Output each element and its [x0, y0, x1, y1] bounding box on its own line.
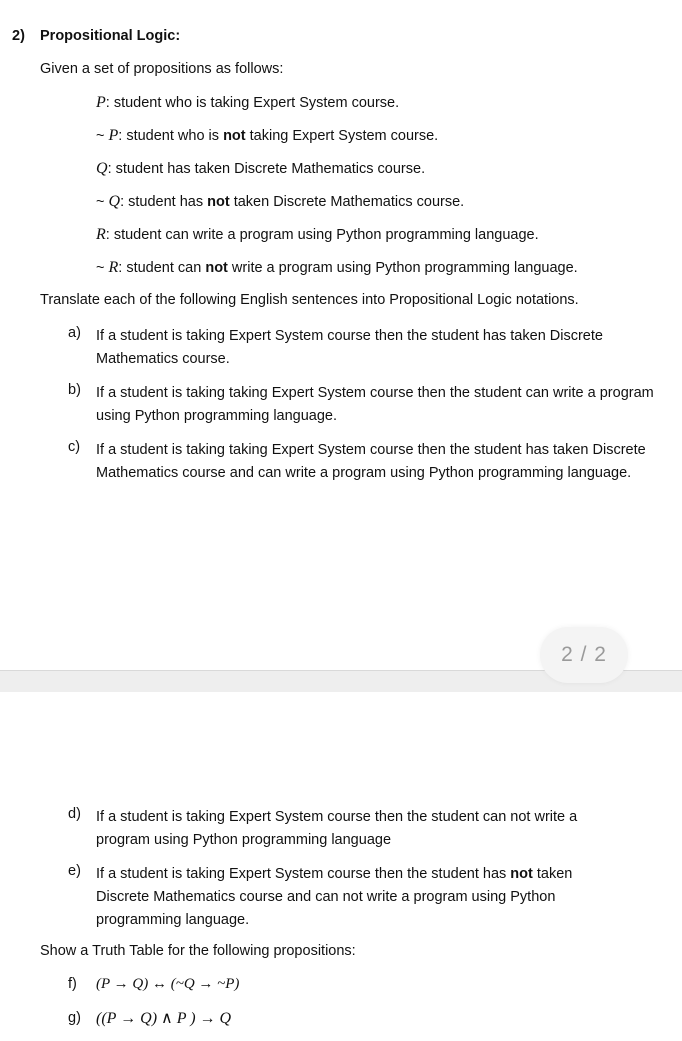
intro-text: Given a set of propositions as follows: — [40, 61, 284, 77]
prop-symbol: Q — [96, 160, 108, 177]
formula-f: (P → Q) ↔ (~Q → ~P) — [96, 976, 240, 992]
prop-symbol: Q — [108, 193, 121, 210]
formula-g: ((P → Q) ∧ P ) → Q — [96, 1010, 232, 1027]
proposition-not-r: ~ R: student can not write a program using Python programming language. — [96, 259, 578, 276]
item-label-a: a) — [68, 325, 81, 341]
prop-symbol: R — [96, 226, 106, 243]
proposition-q: Q: student has taken Discrete Mathematics course. — [96, 160, 426, 177]
formula-label-f: f) — [68, 976, 77, 992]
item-text-b: If a student is taking taking Expert System course then the student can write a program using Python programming language. — [96, 385, 654, 424]
section-title: Propositional Logic: — [40, 28, 181, 44]
proposition-not-q: ~ Q: student has not taken Discrete Mathematics course. — [96, 193, 465, 210]
truth-table-instruction: Show a Truth Table for the following propositions: — [40, 943, 356, 959]
item-text-a: If a student is taking Expert System course then the student has taken Discrete Mathematics course. — [96, 328, 603, 367]
prop-symbol: P — [96, 94, 106, 111]
item-text-e: If a student is taking Expert System course then the student has not taken Discrete Mathematics course and can not write a program using Python programming language. — [96, 866, 573, 928]
page-indicator: 2 / 2 — [540, 627, 628, 683]
proposition-p: P: student who is taking Expert System course. — [96, 94, 400, 111]
translate-instruction: Translate each of the following English sentences into Propositional Logic notations. — [40, 292, 579, 308]
document-page-2 — [0, 692, 682, 1041]
item-label-b: b) — [68, 382, 81, 398]
proposition-not-p: ~ P: student who is not taking Expert System course. — [96, 127, 439, 144]
item-label-d: d) — [68, 806, 81, 822]
item-text-c: If a student is taking taking Expert System course then the student has taken Discrete Mathematics course and can write a program using Python programming language. — [96, 442, 646, 481]
prop-symbol: R — [108, 259, 119, 276]
item-label-e: e) — [68, 863, 81, 879]
prop-symbol: P — [108, 127, 119, 144]
formula-label-g: g) — [68, 1010, 81, 1026]
item-label-c: c) — [68, 439, 81, 455]
section-number: 2) — [12, 28, 25, 44]
proposition-r: R: student can write a program using Python programming language. — [96, 226, 539, 243]
item-text-d: If a student is taking Expert System course then the student can not write a program using Python programming language — [96, 809, 578, 848]
